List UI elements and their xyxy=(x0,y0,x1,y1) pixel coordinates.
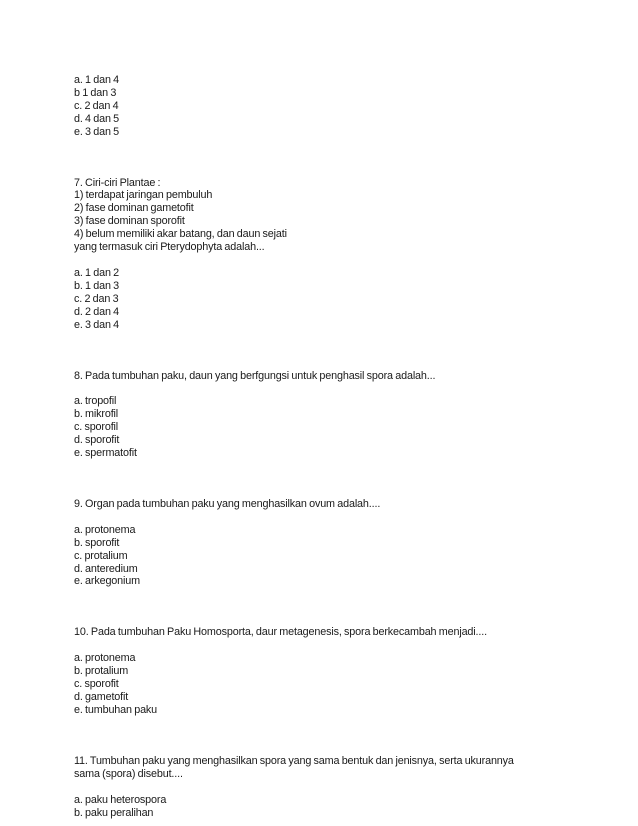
option-e: e. 3 dan 5 xyxy=(74,125,120,138)
question-8-option-e: e. spermatofit xyxy=(74,447,137,460)
question-7-stem: 7. Ciri-ciri Plantae : xyxy=(74,176,161,189)
option-b: b 1 dan 3 xyxy=(74,86,117,99)
question-11-option-a: a. paku heterospora xyxy=(74,793,167,806)
question-7-option-d: d. 2 dan 4 xyxy=(74,305,120,318)
question-7-item-1: 1) terdapat jaringan pembuluh xyxy=(74,189,213,202)
question-10-stem: 10. Pada tumbuhan Paku Homosporta, daur metagenesis, spora berkecambah menjadi.... xyxy=(74,626,487,639)
question-9-option-a: a. protonema xyxy=(74,523,136,536)
question-9-option-b: b. sporofit xyxy=(74,536,120,549)
question-9-option-c: c. protalium xyxy=(74,549,128,562)
question-7-prompt: yang termasuk ciri Pterydophyta adalah... xyxy=(74,241,265,254)
option-d: d. 4 dan 5 xyxy=(74,112,120,125)
question-7 xyxy=(74,177,574,332)
question-7-item-4: 4) belum memiliki akar batang, dan daun sejati xyxy=(74,228,287,241)
question-8-option-c: c. sporofil xyxy=(74,421,119,434)
option-a: a. 1 dan 4 xyxy=(74,74,120,86)
question-10-option-a: a. protonema xyxy=(74,652,136,665)
question-10-option-b: b. protalium xyxy=(74,665,129,678)
question-11-option-b: b. paku peralihan xyxy=(74,806,154,819)
question-10-option-e: e. tumbuhan paku xyxy=(74,703,158,716)
question-7-item-3: 3) fase dominan sporofit xyxy=(74,215,185,228)
question-8 xyxy=(74,370,574,460)
question-9-option-d: d. anteredium xyxy=(74,562,138,575)
question-9-option-e: e. arkegonium xyxy=(74,575,140,588)
option-c: c. 2 dan 4 xyxy=(74,99,119,112)
question-7-option-c: c. 2 dan 3 xyxy=(74,292,119,305)
question-10 xyxy=(74,626,574,716)
question-7-option-e: e. 3 dan 4 xyxy=(74,318,120,331)
quiz-content xyxy=(74,74,574,819)
question-7-option-a: a. 1 dan 2 xyxy=(74,266,120,279)
question-8-option-a: a. tropofil xyxy=(74,395,117,408)
question-8-option-d: d. sporofit xyxy=(74,434,120,447)
question-9-stem: 9. Organ pada tumbuhan paku yang menghasilkan ovum adalah.... xyxy=(74,497,381,510)
question-7-option-b: b. 1 dan 3 xyxy=(74,279,120,292)
question-7-item-2: 2) fase dominan gametofit xyxy=(74,202,194,215)
question-8-stem: 8. Pada tumbuhan paku, daun yang berfgungsi untuk penghasil spora adalah... xyxy=(74,369,436,382)
question-9 xyxy=(74,498,574,588)
question-11-stem-line-2: sama (spora) disebut.... xyxy=(74,767,183,780)
question-10-option-c: c. sporofit xyxy=(74,678,119,691)
prev-question-options xyxy=(74,74,574,139)
question-11 xyxy=(74,755,574,820)
question-8-option-b: b. mikrofil xyxy=(74,408,119,421)
question-11-stem-line-1: 11. Tumbuhan paku yang menghasilkan spora yang sama bentuk dan jenisnya, serta ukurannya xyxy=(74,754,514,767)
question-10-option-d: d. gametofit xyxy=(74,691,129,703)
